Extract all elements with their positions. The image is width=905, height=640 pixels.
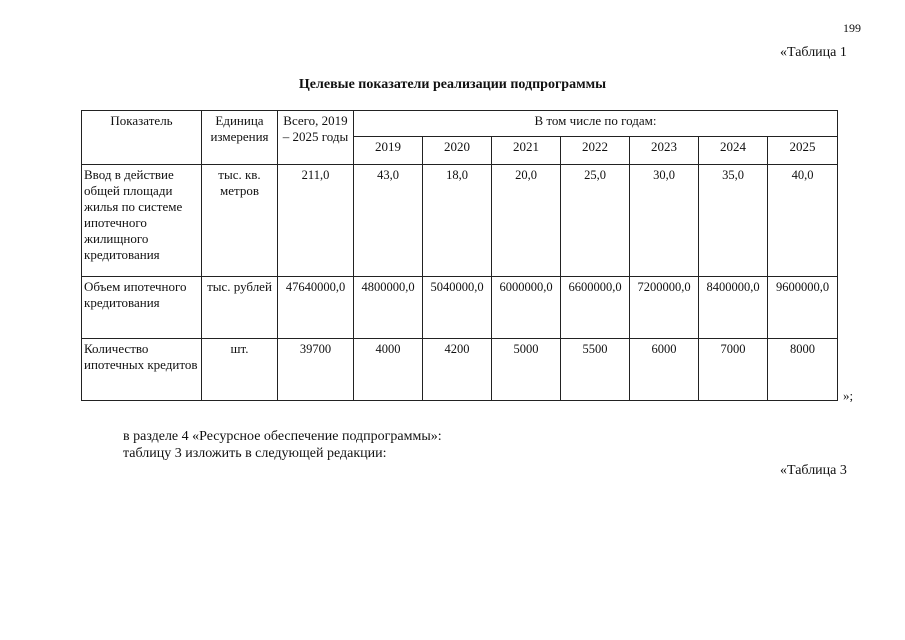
unit-cell: тыс. рублей	[202, 277, 278, 339]
value-cell: 40,0	[768, 165, 838, 277]
page-number: 199	[843, 21, 861, 35]
closing-quote-mark: »;	[843, 388, 854, 403]
header-year: 2023	[630, 137, 699, 165]
unit-cell: тыс. кв. метров	[202, 165, 278, 277]
table-reference-top: «Таблица 1	[780, 45, 847, 60]
header-indicator: Показатель	[82, 111, 202, 165]
value-cell: 5040000,0	[423, 277, 492, 339]
header-year: 2021	[492, 137, 561, 165]
value-cell: 4200	[423, 339, 492, 401]
table-reference-bottom: «Таблица 3	[780, 463, 847, 478]
header-unit: Единица измерения	[202, 111, 278, 165]
header-year: 2024	[699, 137, 768, 165]
header-by-years: В том числе по годам:	[354, 111, 838, 137]
total-cell: 39700	[278, 339, 354, 401]
header-year: 2019	[354, 137, 423, 165]
table-row	[82, 339, 838, 401]
value-cell: 9600000,0	[768, 277, 838, 339]
value-cell: 8400000,0	[699, 277, 768, 339]
value-cell: 18,0	[423, 165, 492, 277]
value-cell: 20,0	[492, 165, 561, 277]
table-row	[82, 165, 838, 277]
value-cell: 25,0	[561, 165, 630, 277]
value-cell: 7000	[699, 339, 768, 401]
indicator-cell: Объем ипотечного кредитования	[82, 277, 202, 339]
header-year: 2020	[423, 137, 492, 165]
indicator-cell: Количество ипотечных кредитов	[82, 339, 202, 401]
value-cell: 6000000,0	[492, 277, 561, 339]
header-year: 2025	[768, 137, 838, 165]
header-total: Всего, 2019 – 2025 годы	[278, 111, 354, 165]
unit-cell: шт.	[202, 339, 278, 401]
value-cell: 6600000,0	[561, 277, 630, 339]
value-cell: 5500	[561, 339, 630, 401]
total-cell: 211,0	[278, 165, 354, 277]
value-cell: 43,0	[354, 165, 423, 277]
indicator-cell: Ввод в действие общей площади жилья по системе ипотечного жилищного кредитования	[82, 165, 202, 277]
total-cell: 47640000,0	[278, 277, 354, 339]
header-year: 2022	[561, 137, 630, 165]
value-cell: 35,0	[699, 165, 768, 277]
value-cell: 4000	[354, 339, 423, 401]
document-title: Целевые показатели реализации подпрограммы	[298, 77, 607, 92]
body-paragraph: в разделе 4 «Ресурсное обеспечение подпрограммы»:	[123, 429, 442, 444]
value-cell: 5000	[492, 339, 561, 401]
value-cell: 6000	[630, 339, 699, 401]
body-paragraph: таблицу 3 изложить в следующей редакции:	[123, 446, 387, 461]
value-cell: 8000	[768, 339, 838, 401]
value-cell: 7200000,0	[630, 277, 699, 339]
table-row	[82, 277, 838, 339]
indicators-table	[81, 110, 838, 401]
value-cell: 30,0	[630, 165, 699, 277]
value-cell: 4800000,0	[354, 277, 423, 339]
